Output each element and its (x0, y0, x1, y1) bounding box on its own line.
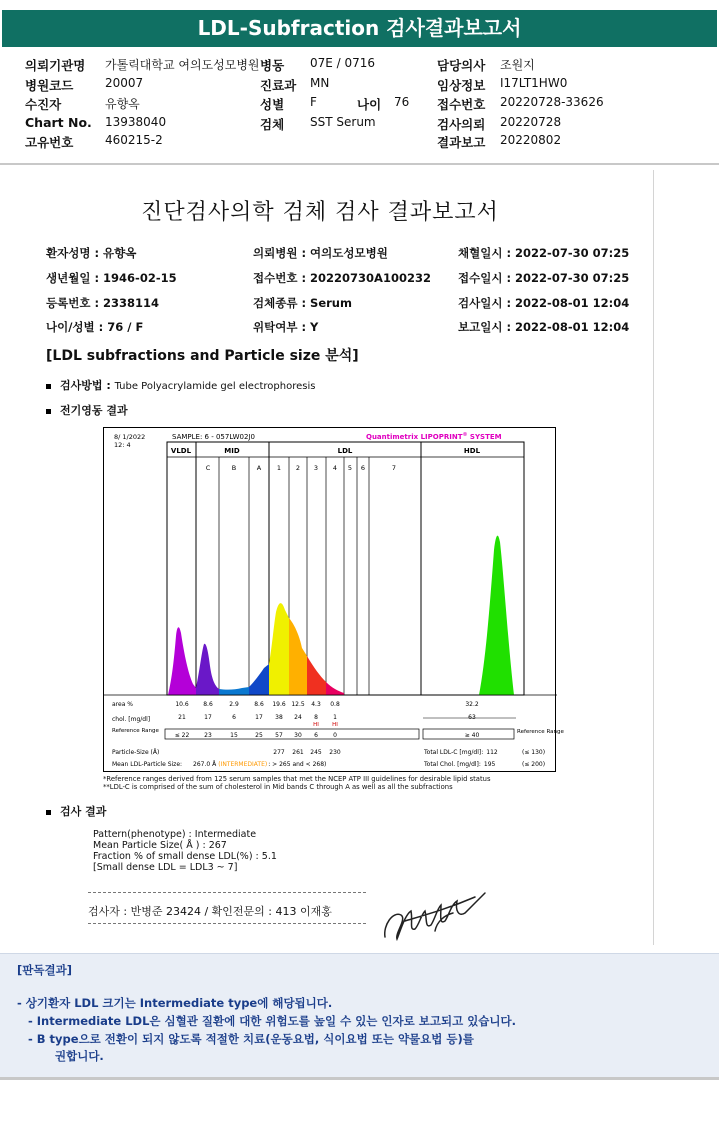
row-label-chol: chol. [mg/dl] (112, 716, 151, 723)
plot-frame (167, 442, 524, 695)
field-requesting-institution: 의뢰기관명 가톨릭대학교 여의도성모병원 (25, 58, 260, 73)
signature-image (375, 885, 490, 945)
info-birth-date: 생년월일 : 1946-02-15 (46, 271, 177, 285)
interpretation-line-3: - B type으로 전환이 되지 않도록 적절한 치료(운동요법, 식이요법 또는 약물요법 등)를 (28, 1032, 474, 1046)
chart-sample: SAMPLE: 6 - 057LW02J0 (172, 433, 255, 441)
reference-value-2: 15 (230, 732, 238, 739)
reference-value-4: 57 (275, 732, 283, 739)
area-value-2: 2.9 (229, 701, 239, 708)
result-block (93, 829, 277, 873)
result-small-dense-fraction: Fraction % of small dense LDL(%) : 5.1 (93, 851, 277, 862)
info-test-time: 검사일시 : 2022-08-01 12:04 (458, 296, 630, 310)
peak-mid-b (219, 687, 249, 695)
chol-value-1: 17 (204, 714, 212, 721)
group-label-vldl: VLDL (170, 447, 192, 455)
group-label-hdl: HDL (463, 447, 481, 455)
reference-value-3: 25 (255, 732, 263, 739)
row-label-area: area % (112, 701, 133, 708)
peak-ldl-1 (269, 603, 289, 695)
reference-value-0: ≤ 22 (174, 732, 190, 739)
peak-ldl-4 (326, 682, 344, 695)
peak-hdl (479, 536, 514, 695)
interpretation-line-4: 권합니다. (55, 1049, 104, 1063)
reference-value-7: 0 (333, 732, 337, 739)
row-label-particle-size: Particle-Size (Å) (112, 749, 160, 756)
info-hospital: 의뢰병원 : 여의도성모병원 (253, 246, 388, 260)
particle-size-1: 261 (292, 749, 304, 756)
field-specimen: 검체 SST Serum (260, 115, 376, 132)
area-value-3: 8.6 (254, 701, 264, 708)
reference-value-5: 30 (294, 732, 302, 739)
chol-value-3: 17 (255, 714, 263, 721)
reference-value-8: ≥ 40 (464, 732, 480, 739)
footer-divider (0, 1077, 719, 1080)
field-request-date: 검사의뢰 20220728 (437, 115, 562, 132)
chol-value-2: 6 (232, 714, 236, 721)
area-value-5: 12.5 (291, 701, 305, 708)
hi-flag-1: HI (332, 722, 338, 728)
field-age: 나이 76 (357, 95, 410, 112)
field-chart-no: Chart No. 13938040 (25, 115, 167, 130)
total-ldl-c: Total LDL-C [mg/dl]: 112 (≤ 130) (424, 749, 546, 756)
signature-text: 검사자 : 반병준 23424 / 확인전문의 : 413 이재홍 (88, 905, 332, 918)
field-sex: 성별 F (260, 95, 317, 112)
band-label-1: 1 (276, 464, 282, 472)
band-label-4: 4 (332, 464, 338, 472)
info-receipt-number: 접수번호 : 20220730A100232 (253, 271, 431, 285)
reference-value-6: 6 (314, 732, 318, 739)
field-receipt-no: 접수번호 20220728-33626 (437, 95, 604, 112)
info-patient-name: 환자성명 : 유향옥 (46, 246, 137, 260)
area-value-4: 19.6 (272, 701, 286, 708)
chol-value-6: 8 (314, 714, 318, 721)
footnote-ldl-c: **LDL-C is comprised of the sum of cholesterol in Mid bands C through A as well as all the subfractions (103, 783, 453, 791)
area-value-6: 4.3 (311, 701, 321, 708)
method-line: 검사방법 : Tube Polyacrylamide gel electrophoresis (46, 377, 315, 393)
result-label: 검사 결과 (46, 803, 106, 819)
header-divider (0, 163, 719, 165)
info-age-sex: 나이/성별 : 76 / F (46, 320, 144, 334)
mean-size-value: 267.0 Å (INTERMEDIATE): > 265 and < 268) (193, 761, 327, 768)
lipoprint-chart-svg (104, 428, 564, 773)
field-department: 진료과 MN (260, 76, 330, 93)
bullet-icon (46, 810, 51, 815)
chart-brand: Quantimetrix LIPOPRINT® SYSTEM (366, 432, 502, 441)
interpretation-title: [판독결과] (17, 963, 72, 977)
chart-footnotes (103, 775, 491, 791)
band-label-7: 7 (391, 464, 397, 472)
peak-vldl (168, 627, 196, 695)
band-label-b: B (231, 464, 237, 472)
result-small-dense-definition: [Small dense LDL = LDL3 ~ 7] (93, 862, 238, 873)
info-collection-time: 채혈일시 : 2022-07-30 07:25 (458, 246, 630, 260)
lipoprint-chart (103, 427, 564, 772)
band-label-c: C (205, 464, 211, 472)
area-value-7: 0.8 (330, 701, 340, 708)
chol-value-5: 24 (294, 714, 302, 721)
result-pattern: Pattern(phenotype) : Intermediate (93, 829, 257, 840)
group-label-ldl: LDL (337, 447, 353, 455)
particle-size-2: 245 (310, 749, 322, 756)
band-label-a: A (256, 464, 262, 472)
particle-size-0: 277 (273, 749, 285, 756)
field-hospital-code: 병원코드 20007 (25, 76, 144, 93)
report-title-bar: LDL-Subfraction 검사결과보고서 (2, 10, 717, 47)
electrophoresis-label: 전기영동 결과 (46, 402, 128, 418)
peak-mid-a (249, 664, 269, 695)
peak-ldl-3 (307, 656, 326, 695)
peak-ldl-2 (289, 618, 307, 695)
section-title: [LDL subfractions and Particle size 분석] (46, 348, 359, 364)
group-label-mid: MID (224, 447, 240, 455)
area-value-8: 32.2 (465, 701, 479, 708)
field-report-date: 결과보고 20220802 (437, 133, 562, 150)
footnote-reference: *Reference ranges derived from 125 serum samples that met the NCEP ATP III guidelines for desirable lipid status (103, 775, 491, 783)
interpretation-line-1: - 상기환자 LDL 크기는 Intermediate type에 해당됩니다. (17, 996, 333, 1010)
chol-value-0: 21 (178, 714, 186, 721)
report-title: 진단검사의학 검체 검사 결과보고서 (141, 200, 499, 225)
bullet-icon (46, 409, 51, 414)
hi-flag-0: HI (313, 722, 319, 728)
field-clinical-info: 임상정보 I17LT1HW0 (437, 76, 568, 93)
band-label-3: 3 (313, 464, 319, 472)
signature-top-line (88, 892, 366, 893)
reference-value-1: 23 (204, 732, 212, 739)
info-specimen-type: 검체종류 : Serum (253, 296, 352, 310)
chart-time: 12: 4 (114, 441, 131, 449)
result-mean-size: Mean Particle Size( Å ) : 267 (93, 840, 227, 851)
field-ward: 병동 07E / 0716 (260, 56, 376, 73)
row-label-reference: Reference Range (112, 728, 159, 734)
area-value-1: 8.6 (203, 701, 213, 708)
peak-mid-c (196, 644, 219, 695)
info-report-time: 보고일시 : 2022-08-01 12:04 (458, 320, 630, 334)
area-value-0: 10.6 (175, 701, 189, 708)
chol-value-7: 1 (333, 714, 337, 721)
row-label-mean-size: Mean LDL-Particle Size: (112, 761, 183, 768)
field-doctor: 담당의사 조원지 (437, 58, 535, 73)
signature-bottom-line (88, 923, 366, 924)
band-label-6: 6 (360, 464, 366, 472)
band-label-5: 5 (347, 464, 353, 472)
chol-value-4: 38 (275, 714, 283, 721)
reference-range-label: Reference Range (517, 729, 564, 735)
info-registration-number: 등록번호 : 2338114 (46, 296, 160, 310)
particle-size-3: 230 (329, 749, 341, 756)
info-receipt-time: 접수일시 : 2022-07-30 07:25 (458, 271, 630, 285)
band-label-2: 2 (295, 464, 301, 472)
reference-range-box (165, 729, 419, 739)
interpretation-line-2: - Intermediate LDL은 심혈관 질환에 대한 위험도를 높일 수 있는 인자로 보고되고 있습니다. (28, 1014, 516, 1028)
field-unique-no: 고유번호 460215-2 (25, 133, 163, 150)
total-chol: Total Chol. [mg/dl]: 195 (≤ 200) (424, 761, 546, 768)
chol-value-8: 63 (468, 714, 476, 721)
chart-date: 8/ 1/2022 (114, 433, 146, 441)
info-outsourced: 위탁여부 : Y (253, 320, 319, 334)
field-patient: 수진자 유향옥 (25, 97, 140, 112)
bullet-icon (46, 384, 51, 389)
